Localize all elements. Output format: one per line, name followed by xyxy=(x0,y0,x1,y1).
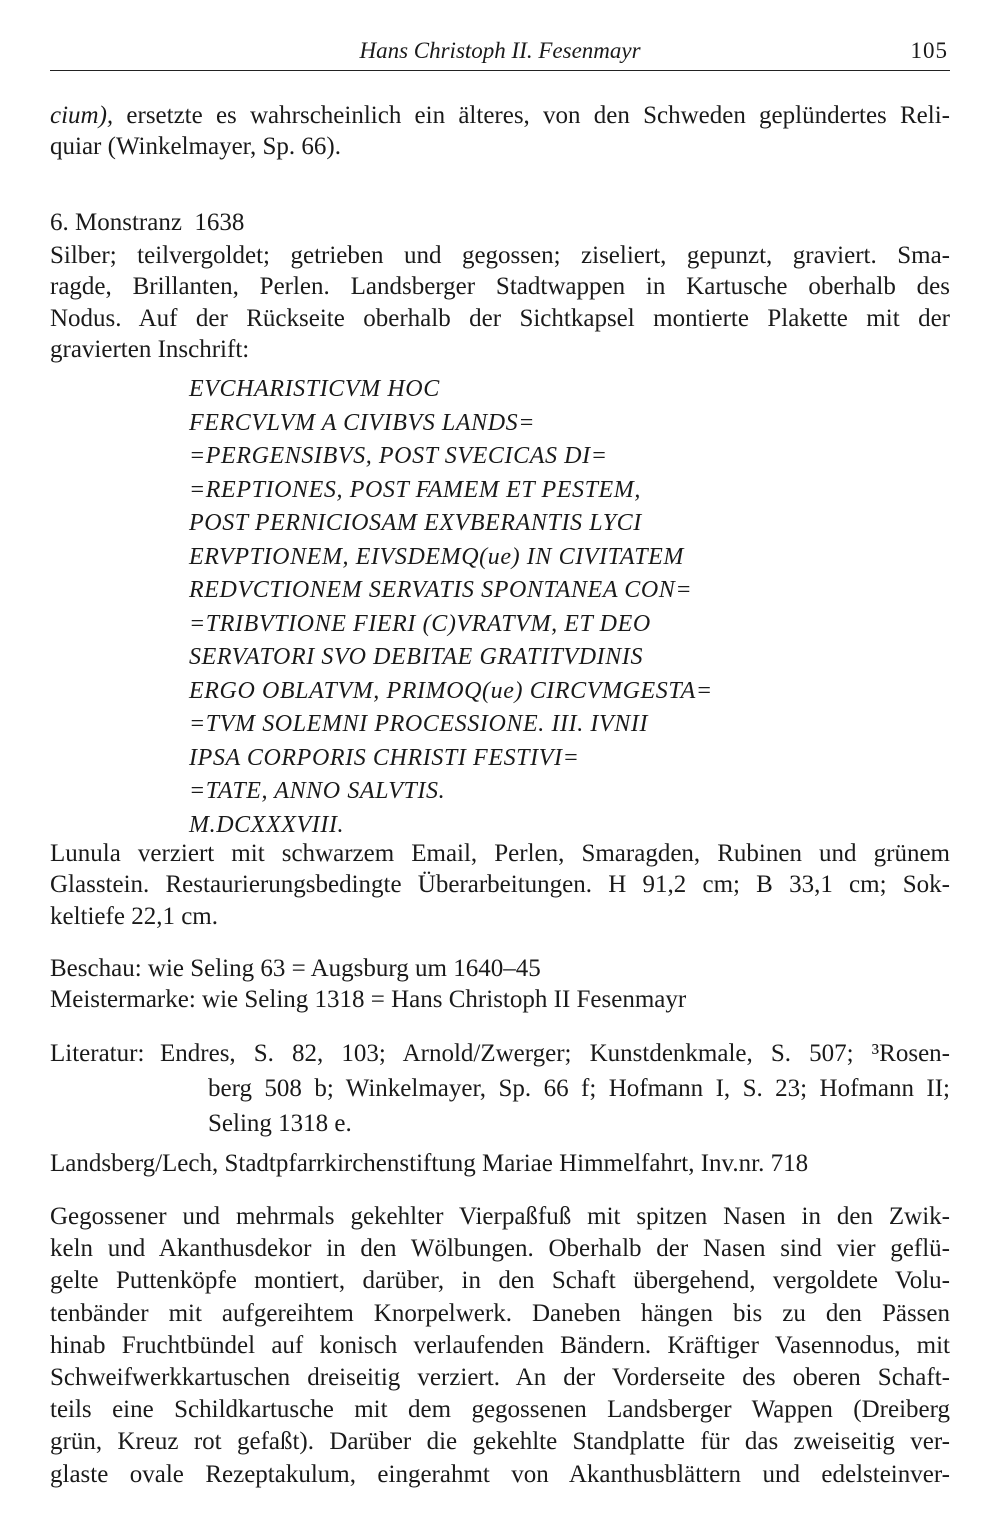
running-header xyxy=(50,36,950,71)
continuation-paragraph xyxy=(50,100,950,163)
material-paragraph xyxy=(50,240,950,366)
text-line: gelte Puttenköpfe montiert, darüber, in den Schaft übergehend, vergoldete Volu- xyxy=(50,1267,950,1295)
literature-label: Literatur: xyxy=(50,1040,145,1067)
owner-location: Landsberg/Lech, Stadtpfarrkirchenstiftung Mariae Himmelfahrt, Inv.nr. 718 xyxy=(50,1150,809,1177)
text-line: tenbänder mit aufgereihtem Knorpelwerk. Daneben hängen bis zu den Pässen xyxy=(50,1299,950,1327)
inscription-line: =TVM SOLEMNI PROCESSIONE. III. IVNII xyxy=(189,711,649,737)
italic-fragment: cium), xyxy=(50,102,114,129)
inscription-line: REDVCTIONEM SERVATIS SPONTANEA CON= xyxy=(189,577,693,603)
inscription-line: POST PERNICIOSAM EXVBERANTIS LYCI xyxy=(189,510,642,536)
text-line: Seling 1318 e. xyxy=(208,1110,352,1137)
inscription-line: FERCVLVM A CIVIBVS LANDS= xyxy=(189,409,536,436)
inscription-line: =REPTIONES, POST FAMEM ET PESTEM, xyxy=(189,476,641,503)
text-line: Schweifwerkkartuschen dreiseitig verziert. An der Vorderseite des oberen Schaft- xyxy=(50,1364,950,1392)
text-line: keltiefe 22,1 cm. xyxy=(50,902,218,930)
marks-block xyxy=(50,953,950,1016)
inscription-line: SERVATORI SVO DEBITAE GRATITVDINIS xyxy=(189,644,644,670)
text-line: Silber; teilvergoldet; getrieben und gegossen; ziseliert, gepunzt, graviert. Sma- xyxy=(50,242,950,269)
inscription-line: M.DCXXXVIII. xyxy=(189,811,345,838)
inscription-line: IPSA CORPORIS CHRISTI FESTIVI= xyxy=(189,744,580,771)
inscription-line: ERGO OBLATVM, PRIMOQ(ue) CIRCVMGESTA= xyxy=(189,677,713,704)
text-line: quiar (Winkelmayer, Sp. 66). xyxy=(50,133,341,161)
text-line: ragde, Brillanten, Perlen. Landsberger Stadtwappen in Kartusche oberhalb des xyxy=(50,273,950,301)
page-number: 105 xyxy=(910,38,948,63)
inscription-line: ERVPTIONEM, EIVSDEMQ(ue) IN CIVITATEM xyxy=(189,543,684,570)
text-fragment: ersetzte es wahrscheinlich ein älteres, von den Schweden geplündertes Reli- xyxy=(113,102,950,129)
text-line: keln und Akanthusdekor in den Wölbungen. Oberhalb der Nasen sind vier geflü- xyxy=(50,1235,950,1263)
text-line xyxy=(50,100,950,131)
inscription-line: =TRIBVTIONE FIERI (C)VRATVM, ET DEO xyxy=(189,610,651,637)
description-paragraph xyxy=(50,838,950,932)
text-line: hinab Fruchtbündel auf konisch verlaufenden Bändern. Kräftiger Vasennodus, mit xyxy=(50,1331,950,1359)
hallmark-line: Beschau: wie Seling 63 = Augsburg um 1640–45 xyxy=(50,955,541,982)
text-line: glaste ovale Rezeptakulum, eingerahmt von Akanthusblättern und edelsteinver- xyxy=(50,1460,950,1488)
location-line xyxy=(50,1148,950,1179)
text-line: Gegossener und mehrmals gekehlter Vierpaßfuß mit spitzen Nasen in den Zwik- xyxy=(50,1203,950,1230)
text-line: teils eine Schildkartusche mit dem gegossenen Landsberger Wappen (Dreiberg xyxy=(50,1396,950,1424)
literature-references xyxy=(160,1036,950,1141)
text-line: gravierten Inschrift: xyxy=(50,336,250,364)
body-paragraph xyxy=(50,1201,950,1491)
text-line: Nodus. Auf der Rückseite oberhalb der Sichtkapsel montierte Plakette mit der xyxy=(50,304,950,332)
entry-title: 6. Monstranz 1638 xyxy=(50,209,245,236)
running-title: Hans Christoph II. Fesenmayr xyxy=(359,38,641,63)
text-line: Endres, S. 82, 103; Arnold/Zwerger; Kunstdenkmale, S. 507; ³Rosen- xyxy=(160,1040,950,1067)
makers-mark-line: Meistermarke: wie Seling 1318 = Hans Christoph II Fesenmayr xyxy=(50,986,687,1014)
text-line: berg 508 b; Winkelmayer, Sp. 66 f; Hofmann I, S. 23; Hofmann II; xyxy=(208,1075,950,1102)
inscription-line: EVCHARISTICVM HOC xyxy=(189,376,440,402)
inscription-block xyxy=(189,373,889,842)
text-line: Glasstein. Restaurierungsbedingte Überarbeitungen. H 91,2 cm; B 33,1 cm; Sok- xyxy=(50,871,950,899)
text-line: grün, Kreuz rot gefaßt). Darüber die gekehlte Standplatte für das zweiseitig ver- xyxy=(50,1428,950,1456)
entry-heading xyxy=(50,207,950,238)
inscription-line: =PERGENSIBVS, POST SVECICAS DI= xyxy=(189,443,608,469)
inscription-line: =TATE, ANNO SALVTIS. xyxy=(189,778,446,804)
text-line: Lunula verziert mit schwarzem Email, Perlen, Smaragden, Rubinen und grünem xyxy=(50,840,950,867)
